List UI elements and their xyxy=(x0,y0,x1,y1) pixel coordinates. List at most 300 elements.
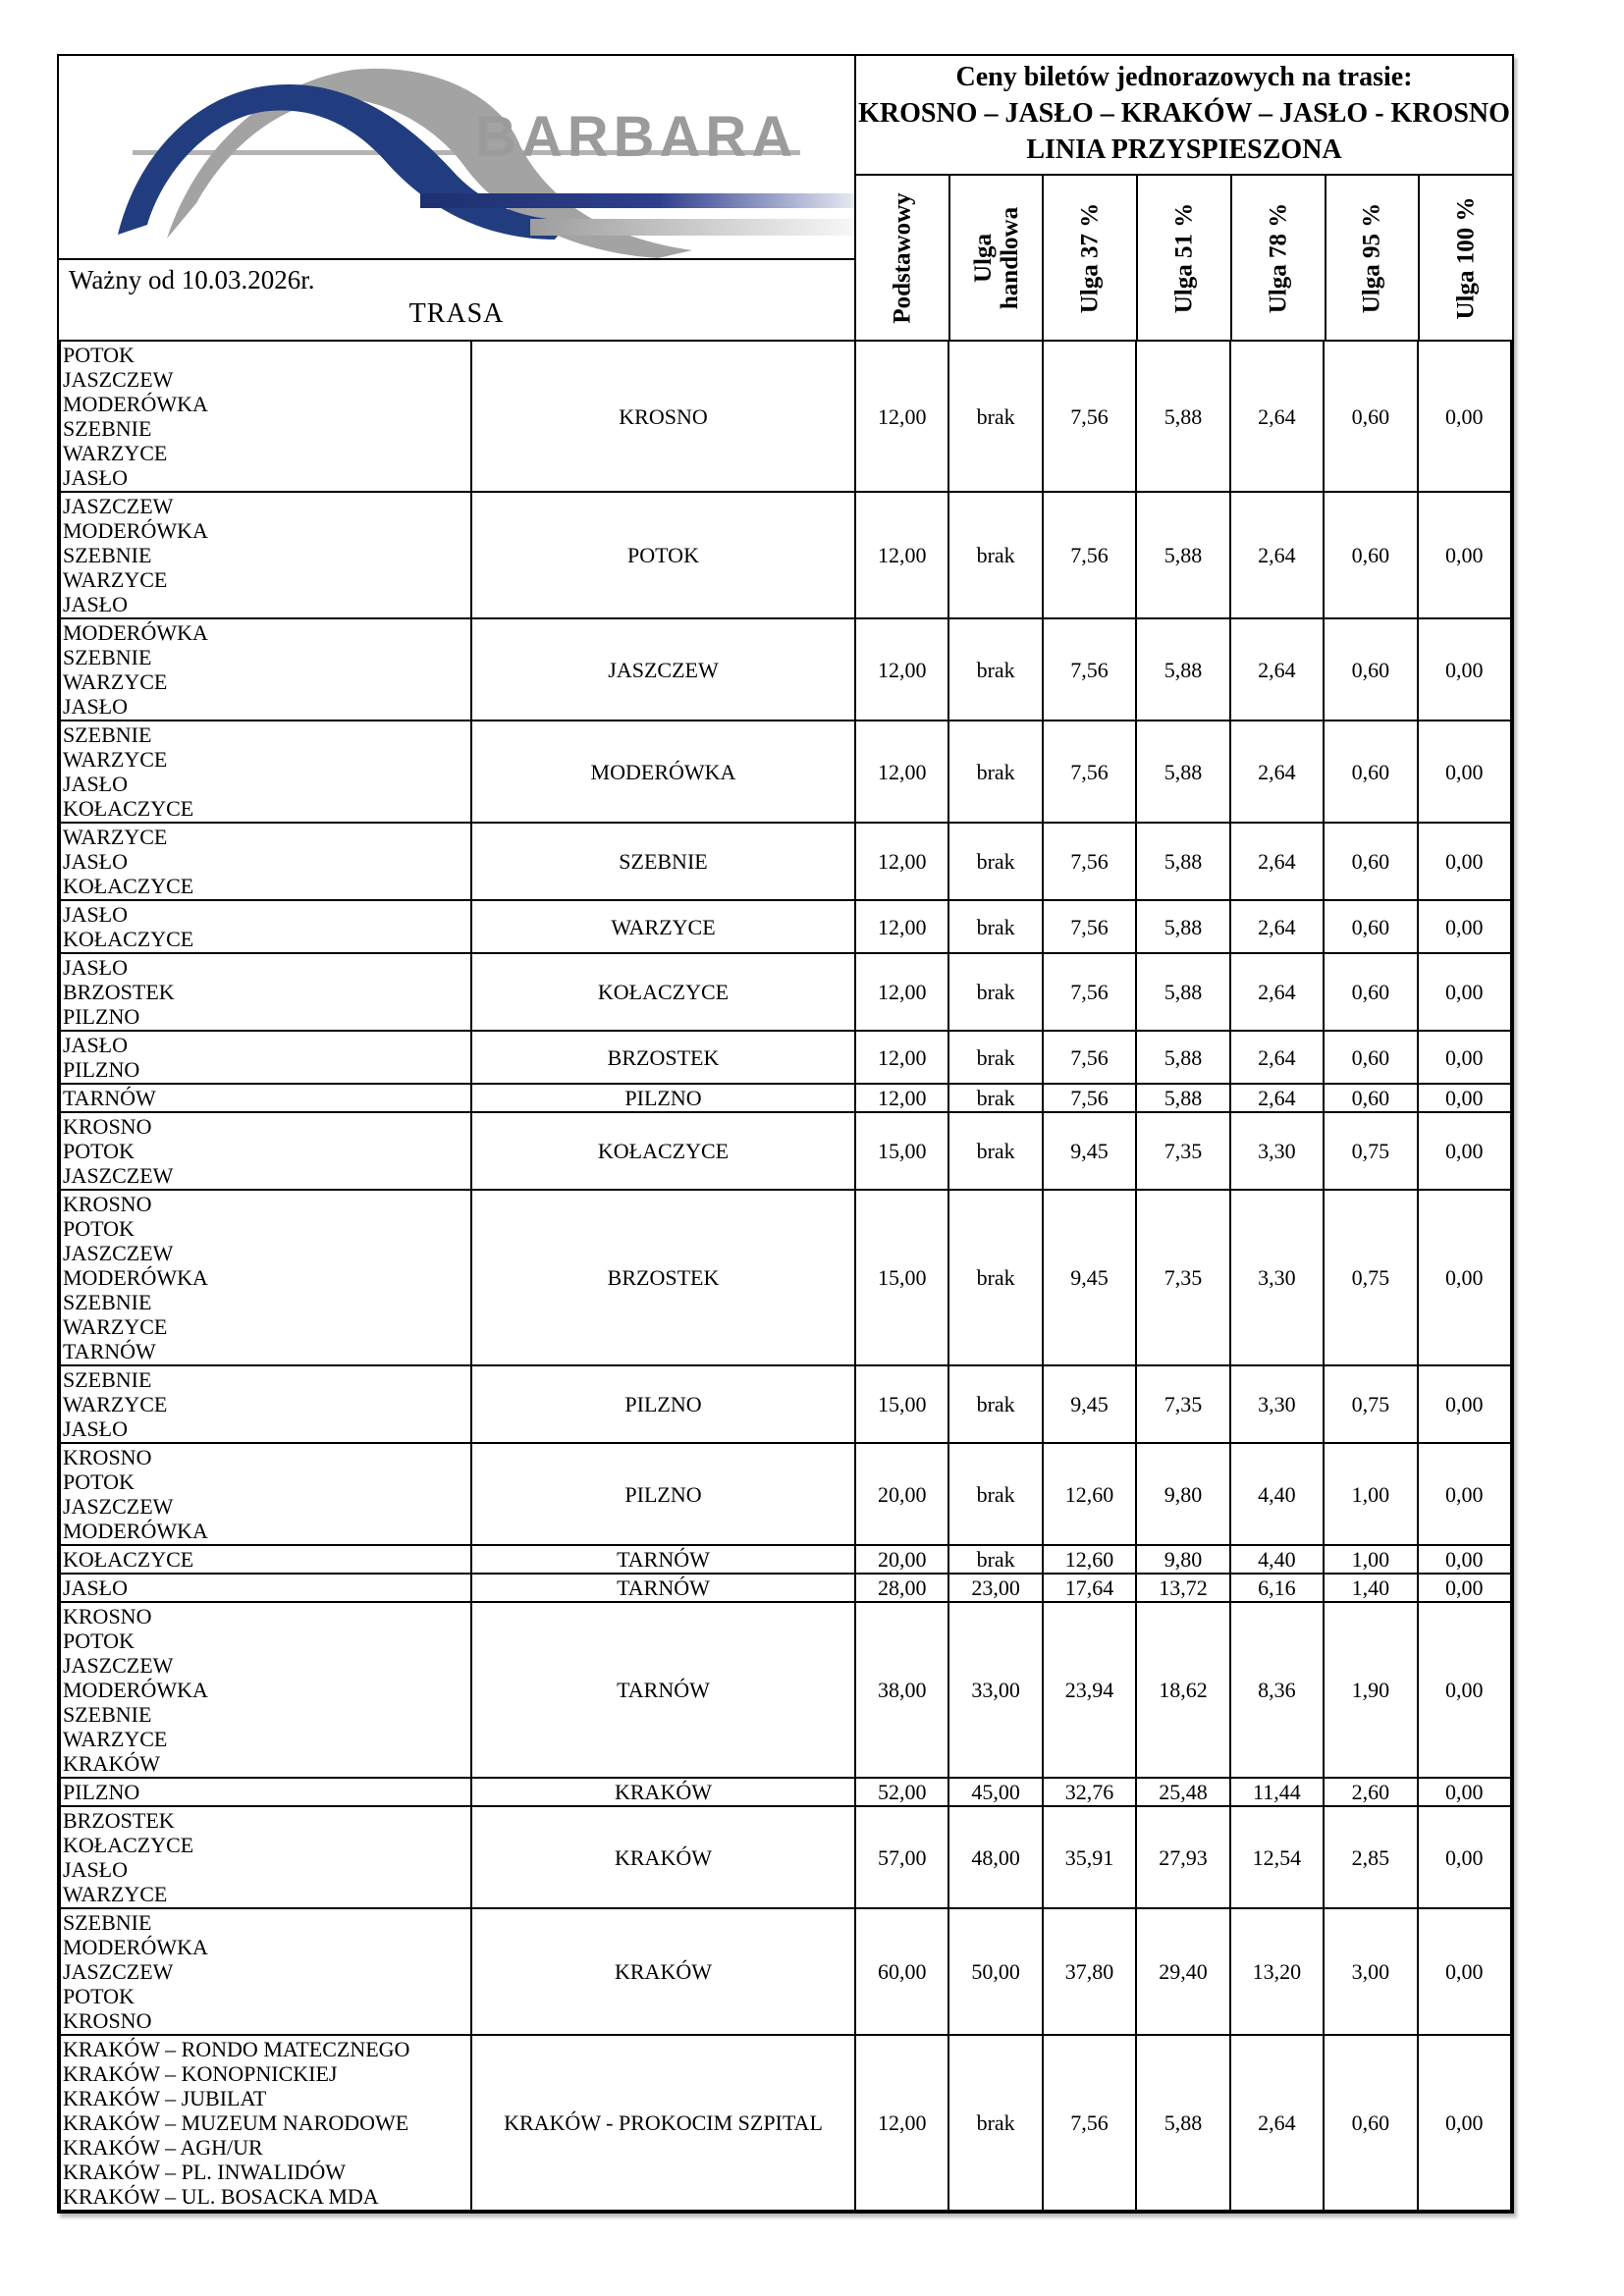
price-cell: 18,62 xyxy=(1136,1602,1229,1778)
origin-stops-cell xyxy=(60,721,471,823)
price-cell: 7,56 xyxy=(1043,1084,1136,1112)
origin-stop: PILZNO xyxy=(63,1004,140,1029)
fare-row xyxy=(60,1112,1511,1190)
fare-row xyxy=(60,1778,1511,1806)
price-cell: brak xyxy=(948,1190,1042,1365)
origin-stop: WARZYCE xyxy=(63,1882,168,1906)
price-cell: 38,00 xyxy=(855,1602,948,1778)
price-cell: 20,00 xyxy=(855,1443,948,1545)
price-cell: 0,00 xyxy=(1418,1778,1511,1806)
price-cell: 3,00 xyxy=(1324,1908,1417,2035)
column-header-2 xyxy=(948,176,1043,340)
logo-brand-text: BARBARA xyxy=(475,105,798,169)
price-cell: 48,00 xyxy=(948,1806,1042,1908)
price-cell: 12,00 xyxy=(855,953,948,1031)
title-line-3: LINIA PRZYSPIESZONA xyxy=(1026,134,1342,165)
origin-stop: KRAKÓW – RONDO MATECZNEGO xyxy=(63,2037,410,2061)
origin-stop: WARZYCE xyxy=(63,1392,168,1416)
price-cell: 2,64 xyxy=(1230,823,1324,900)
price-cell: 11,44 xyxy=(1230,1778,1324,1806)
origin-stops-cell xyxy=(60,823,471,900)
origin-stops-cell xyxy=(60,1084,471,1112)
destination-cell: WARZYCE xyxy=(471,900,855,953)
origin-stop: BRZOSTEK xyxy=(63,1808,175,1833)
price-cell: 2,85 xyxy=(1324,1806,1417,1908)
origin-stop: POTOK xyxy=(63,343,135,367)
price-cell: 12,60 xyxy=(1043,1443,1136,1545)
origin-stop: WARZYCE xyxy=(63,669,168,694)
validity-box xyxy=(59,260,854,337)
logo-gray-strip xyxy=(530,219,854,236)
destination-cell: KRAKÓW - PROKOCIM SZPITAL xyxy=(471,2035,855,2211)
origin-stop: SZEBNIE xyxy=(63,1702,152,1727)
price-cell: 23,94 xyxy=(1043,1602,1136,1778)
destination-cell: MODERÓWKA xyxy=(471,721,855,823)
table-header xyxy=(59,56,1512,342)
price-cell: 0,00 xyxy=(1418,953,1511,1031)
price-cell: 3,30 xyxy=(1230,1112,1324,1190)
price-cell: 2,64 xyxy=(1230,1084,1324,1112)
column-header-label: Ulga 100 % xyxy=(1452,196,1480,319)
price-cell: 7,56 xyxy=(1043,1031,1136,1084)
price-cell: 7,56 xyxy=(1043,618,1136,721)
origin-stop: JASŁO xyxy=(63,849,129,874)
price-cell: 0,60 xyxy=(1324,721,1417,823)
price-cell: 12,54 xyxy=(1230,1806,1324,1908)
price-cell: 4,40 xyxy=(1230,1545,1324,1574)
price-cell: brak xyxy=(948,618,1042,721)
price-cell: 15,00 xyxy=(855,1112,948,1190)
origin-stop: WARZYCE xyxy=(63,567,168,592)
origin-stop: KROSNO xyxy=(63,1192,152,1216)
price-cell: 57,00 xyxy=(855,1806,948,1908)
header-right xyxy=(854,56,1512,340)
price-cell: 45,00 xyxy=(948,1778,1042,1806)
price-cell: 12,00 xyxy=(855,492,948,618)
price-cell: brak xyxy=(948,1084,1042,1112)
price-cell: 0,75 xyxy=(1324,1190,1417,1365)
title-line-1: Ceny biletów jednorazowych na trasie: xyxy=(955,62,1413,92)
destination-cell: SZEBNIE xyxy=(471,823,855,900)
origin-stops-cell xyxy=(60,1602,471,1778)
price-cell: brak xyxy=(948,492,1042,618)
fare-row xyxy=(60,1190,1511,1365)
price-cell: 0,60 xyxy=(1324,2035,1417,2211)
destination-cell: POTOK xyxy=(471,492,855,618)
price-cell: 20,00 xyxy=(855,1545,948,1574)
price-cell: 12,60 xyxy=(1043,1545,1136,1574)
price-cell: 1,40 xyxy=(1324,1574,1417,1602)
price-cell: 23,00 xyxy=(948,1574,1042,1602)
price-cell: 0,60 xyxy=(1324,1084,1417,1112)
column-header-3 xyxy=(1042,176,1136,340)
price-cell: 9,80 xyxy=(1136,1443,1229,1545)
column-header-label: Ulga 37 % xyxy=(1076,202,1104,313)
origin-stop: WARZYCE xyxy=(63,1314,168,1339)
price-cell: 6,16 xyxy=(1230,1574,1324,1602)
destination-cell: BRZOSTEK xyxy=(471,1031,855,1084)
price-cell: 3,30 xyxy=(1230,1190,1324,1365)
origin-stop: JASŁO xyxy=(63,1033,129,1057)
origin-stop: MODERÓWKA xyxy=(63,1519,208,1543)
price-cell: 0,00 xyxy=(1418,1190,1511,1365)
route-column-title: TRASA xyxy=(408,298,505,329)
origin-stop: JASŁO xyxy=(63,1416,129,1441)
origin-stop: KRAKÓW – UL. BOSACKA MDA xyxy=(63,2184,379,2209)
destination-cell: KRAKÓW xyxy=(471,1778,855,1806)
price-cell: 0,00 xyxy=(1418,1908,1511,2035)
origin-stop: KRAKÓW – JUBILAT xyxy=(63,2086,267,2110)
fare-row xyxy=(60,1443,1511,1545)
column-header-label: Ulga 95 % xyxy=(1358,202,1385,313)
price-cell: 7,35 xyxy=(1136,1190,1229,1365)
price-cell: 0,00 xyxy=(1418,721,1511,823)
origin-stop: KRAKÓW – PL. INWALIDÓW xyxy=(63,2160,346,2184)
origin-stops-cell xyxy=(60,1806,471,1908)
price-cell: 15,00 xyxy=(855,1365,948,1443)
origin-stop: KROSNO xyxy=(63,1604,152,1629)
origin-stop: TARNÓW xyxy=(63,1086,156,1110)
price-cell: 12,00 xyxy=(855,721,948,823)
origin-stop: KOŁACZYCE xyxy=(63,796,194,821)
fare-row xyxy=(60,1084,1511,1112)
origin-stop: JASZCZEW xyxy=(63,1163,174,1188)
origin-stop: POTOK xyxy=(63,1216,135,1241)
fare-row xyxy=(60,953,1511,1031)
price-cell: 12,00 xyxy=(855,1084,948,1112)
origin-stops-cell xyxy=(60,1031,471,1084)
fare-row xyxy=(60,618,1511,721)
origin-stop: KOŁACZYCE xyxy=(63,1833,194,1857)
price-cell: 0,00 xyxy=(1418,1545,1511,1574)
price-cell: 12,00 xyxy=(855,618,948,721)
price-cell: brak xyxy=(948,342,1042,492)
price-cell: 0,75 xyxy=(1324,1112,1417,1190)
price-cell: 0,00 xyxy=(1418,492,1511,618)
price-cell: 50,00 xyxy=(948,1908,1042,2035)
origin-stop: PILZNO xyxy=(63,1057,140,1082)
price-cell: 1,00 xyxy=(1324,1545,1417,1574)
price-cell: 37,80 xyxy=(1043,1908,1136,2035)
price-cell: 2,64 xyxy=(1230,2035,1324,2211)
price-cell: 12,00 xyxy=(855,823,948,900)
origin-stops-cell xyxy=(60,342,471,492)
origin-stops-cell xyxy=(60,1778,471,1806)
price-cell: 25,48 xyxy=(1136,1778,1229,1806)
origin-stop: JASZCZEW xyxy=(63,1494,174,1519)
origin-stop: MODERÓWKA xyxy=(63,1265,208,1290)
destination-cell: TARNÓW xyxy=(471,1574,855,1602)
price-cell: 9,45 xyxy=(1043,1112,1136,1190)
origin-stops-cell xyxy=(60,1574,471,1602)
fare-row xyxy=(60,900,1511,953)
price-cell: 29,40 xyxy=(1136,1908,1229,2035)
origin-stop: JASŁO xyxy=(63,772,129,796)
valid-from-label: Ważny od 10.03.2026r. xyxy=(69,265,315,294)
price-cell: 35,91 xyxy=(1043,1806,1136,1908)
price-cell: 2,64 xyxy=(1230,618,1324,721)
origin-stops-cell xyxy=(60,618,471,721)
origin-stop: SZEBNIE xyxy=(63,645,152,669)
fare-column-headers xyxy=(856,176,1512,340)
price-cell: 32,76 xyxy=(1043,1778,1136,1806)
origin-stop: KRAKÓW – MUZEUM NARODOWE xyxy=(63,2110,409,2135)
destination-cell: KROSNO xyxy=(471,342,855,492)
destination-cell: JASZCZEW xyxy=(471,618,855,721)
price-cell: 5,88 xyxy=(1136,953,1229,1031)
price-cell: 27,93 xyxy=(1136,1806,1229,1908)
price-cell: 5,88 xyxy=(1136,1084,1229,1112)
origin-stop: MODERÓWKA xyxy=(63,392,208,416)
destination-cell: PILZNO xyxy=(471,1365,855,1443)
price-cell: brak xyxy=(948,1545,1042,1574)
origin-stop: SZEBNIE xyxy=(63,1290,152,1314)
origin-stops-cell xyxy=(60,1908,471,2035)
origin-stops-cell xyxy=(60,953,471,1031)
price-cell: brak xyxy=(948,1443,1042,1545)
origin-stop: JASŁO xyxy=(63,592,129,616)
origin-stop: SZEBNIE xyxy=(63,416,152,441)
price-cell: 2,60 xyxy=(1324,1778,1417,1806)
price-cell: 1,00 xyxy=(1324,1443,1417,1545)
fares-table xyxy=(59,342,1512,2212)
origin-stop: MODERÓWKA xyxy=(63,518,208,543)
origin-stop: SZEBNIE xyxy=(63,543,152,567)
price-cell: 5,88 xyxy=(1136,342,1229,492)
fare-row xyxy=(60,1365,1511,1443)
carrier-logo xyxy=(59,56,854,260)
price-cell: brak xyxy=(948,1112,1042,1190)
origin-stop: PILZNO xyxy=(63,1780,140,1804)
price-cell: 7,56 xyxy=(1043,823,1136,900)
price-cell: 2,64 xyxy=(1230,721,1324,823)
price-cell: brak xyxy=(948,1031,1042,1084)
origin-stop: KROSNO xyxy=(63,2008,152,2033)
price-cell: 0,60 xyxy=(1324,900,1417,953)
price-cell: brak xyxy=(948,900,1042,953)
price-cell: brak xyxy=(948,953,1042,1031)
fare-row xyxy=(60,1574,1511,1602)
destination-cell: PILZNO xyxy=(471,1084,855,1112)
price-cell: 12,00 xyxy=(855,342,948,492)
price-cell: 2,64 xyxy=(1230,953,1324,1031)
price-cell: 2,64 xyxy=(1230,900,1324,953)
price-cell: 0,00 xyxy=(1418,900,1511,953)
destination-cell: PILZNO xyxy=(471,1443,855,1545)
price-cell: 13,72 xyxy=(1136,1574,1229,1602)
price-cell: 2,64 xyxy=(1230,342,1324,492)
column-header-5 xyxy=(1230,176,1325,340)
origin-stop: BRZOSTEK xyxy=(63,980,175,1004)
price-cell: 0,00 xyxy=(1418,1031,1511,1084)
price-cell: 7,56 xyxy=(1043,953,1136,1031)
price-cell: brak xyxy=(948,2035,1042,2211)
price-cell: 12,00 xyxy=(855,1031,948,1084)
destination-cell: KOŁACZYCE xyxy=(471,1112,855,1190)
price-cell: brak xyxy=(948,1365,1042,1443)
price-cell: brak xyxy=(948,823,1042,900)
price-cell: 52,00 xyxy=(855,1778,948,1806)
price-cell: 5,88 xyxy=(1136,721,1229,823)
price-cell: 9,45 xyxy=(1043,1365,1136,1443)
origin-stop: KOŁACZYCE xyxy=(63,927,194,951)
origin-stop: TARNÓW xyxy=(63,1339,156,1363)
price-cell: 17,64 xyxy=(1043,1574,1136,1602)
price-cell: 7,56 xyxy=(1043,342,1136,492)
origin-stop: POTOK xyxy=(63,1984,135,2008)
price-cell: 0,60 xyxy=(1324,492,1417,618)
price-cell: 0,00 xyxy=(1418,1112,1511,1190)
origin-stop: JASŁO xyxy=(63,902,129,927)
price-cell: 5,88 xyxy=(1136,2035,1229,2211)
price-cell: 9,45 xyxy=(1043,1190,1136,1365)
origin-stop: KRAKÓW xyxy=(63,1751,160,1776)
origin-stops-cell xyxy=(60,1365,471,1443)
price-cell: 8,36 xyxy=(1230,1602,1324,1778)
price-cell: 5,88 xyxy=(1136,492,1229,618)
origin-stops-cell xyxy=(60,900,471,953)
barbara-logo-graphic xyxy=(59,56,854,258)
column-header-label: Podstawowy xyxy=(889,191,916,324)
origin-stop: JASŁO xyxy=(63,955,129,980)
fare-table-sheet xyxy=(57,54,1514,2214)
origin-stops-cell xyxy=(60,1545,471,1574)
price-cell: 0,60 xyxy=(1324,823,1417,900)
fare-row xyxy=(60,1806,1511,1908)
origin-stop: POTOK xyxy=(63,1629,135,1653)
price-cell: 0,00 xyxy=(1418,1574,1511,1602)
origin-stop: KROSNO xyxy=(63,1445,152,1469)
origin-stop: WARZYCE xyxy=(63,1727,168,1751)
column-header-label: Ulga 51 % xyxy=(1170,202,1198,313)
origin-stop: KRAKÓW – KONOPNICKIEJ xyxy=(63,2061,338,2086)
origin-stop: JASZCZEW xyxy=(63,1241,174,1265)
price-cell: 3,30 xyxy=(1230,1365,1324,1443)
fare-row xyxy=(60,1031,1511,1084)
origin-stop: WARZYCE xyxy=(63,441,168,465)
origin-stop: MODERÓWKA xyxy=(63,620,208,645)
price-cell: 33,00 xyxy=(948,1602,1042,1778)
price-cell: 5,88 xyxy=(1136,823,1229,900)
header-left xyxy=(59,56,854,340)
origin-stops-cell xyxy=(60,492,471,618)
origin-stop: MODERÓWKA xyxy=(63,1678,208,1702)
destination-cell: BRZOSTEK xyxy=(471,1190,855,1365)
origin-stop: JASŁO xyxy=(63,1575,129,1600)
origin-stop: POTOK xyxy=(63,1139,135,1163)
price-cell: brak xyxy=(948,721,1042,823)
fare-row xyxy=(60,342,1511,492)
origin-stop: KROSNO xyxy=(63,1114,152,1139)
price-cell: 0,00 xyxy=(1418,342,1511,492)
logo-navy-strip xyxy=(420,193,854,208)
price-cell: 15,00 xyxy=(855,1190,948,1365)
price-cell: 7,35 xyxy=(1136,1365,1229,1443)
price-cell: 5,88 xyxy=(1136,900,1229,953)
origin-stop: JASZCZEW xyxy=(63,1653,174,1678)
price-cell: 0,60 xyxy=(1324,342,1417,492)
destination-cell: KOŁACZYCE xyxy=(471,953,855,1031)
origin-stop: KOŁACZYCE xyxy=(63,1547,194,1572)
price-cell: 13,20 xyxy=(1230,1908,1324,2035)
price-cell: 5,88 xyxy=(1136,1031,1229,1084)
price-cell: 5,88 xyxy=(1136,618,1229,721)
fare-row xyxy=(60,1602,1511,1778)
price-cell: 0,00 xyxy=(1418,1443,1511,1545)
title-line-2: KROSNO – JASŁO – KRAKÓW – JASŁO - KROSNO xyxy=(858,98,1510,129)
price-cell: 4,40 xyxy=(1230,1443,1324,1545)
price-cell: 7,56 xyxy=(1043,492,1136,618)
price-cell: 0,75 xyxy=(1324,1365,1417,1443)
price-cell: 60,00 xyxy=(855,1908,948,2035)
price-cell: 0,00 xyxy=(1418,1602,1511,1778)
column-header-label: Ulga 78 % xyxy=(1265,202,1292,313)
column-header-label: Ulga handlowa xyxy=(969,206,1023,309)
origin-stop: POTOK xyxy=(63,1469,135,1494)
destination-cell: TARNÓW xyxy=(471,1545,855,1574)
destination-cell: TARNÓW xyxy=(471,1602,855,1778)
column-header-6 xyxy=(1325,176,1419,340)
origin-stop: KOŁACZYCE xyxy=(63,874,194,898)
price-cell: 28,00 xyxy=(855,1574,948,1602)
price-cell: 9,80 xyxy=(1136,1545,1229,1574)
price-cell: 1,90 xyxy=(1324,1602,1417,1778)
price-cell: 0,60 xyxy=(1324,953,1417,1031)
price-cell: 0,00 xyxy=(1418,823,1511,900)
price-cell: 0,60 xyxy=(1324,1031,1417,1084)
origin-stop: KRAKÓW – AGH/UR xyxy=(63,2135,263,2160)
origin-stops-cell xyxy=(60,1443,471,1545)
fare-row xyxy=(60,823,1511,900)
column-header-1 xyxy=(856,176,948,340)
origin-stop: JASZCZEW xyxy=(63,1959,174,1984)
origin-stop: JASŁO xyxy=(63,465,129,490)
price-cell: 7,56 xyxy=(1043,721,1136,823)
origin-stop: MODERÓWKA xyxy=(63,1935,208,1959)
origin-stop: SZEBNIE xyxy=(63,1367,152,1392)
origin-stops-cell xyxy=(60,1190,471,1365)
price-cell: 0,00 xyxy=(1418,1806,1511,1908)
price-cell: 7,35 xyxy=(1136,1112,1229,1190)
origin-stop: WARZYCE xyxy=(63,747,168,772)
origin-stop: JASŁO xyxy=(63,1857,129,1882)
destination-cell: KRAKÓW xyxy=(471,1908,855,2035)
price-cell: 12,00 xyxy=(855,900,948,953)
origin-stop: SZEBNIE xyxy=(63,1910,152,1935)
destination-cell: KRAKÓW xyxy=(471,1806,855,1908)
origin-stops-cell xyxy=(60,2035,471,2211)
price-cell: 0,00 xyxy=(1418,2035,1511,2211)
origin-stop: SZEBNIE xyxy=(63,722,152,747)
price-cell: 2,64 xyxy=(1230,1031,1324,1084)
price-cell: 0,60 xyxy=(1324,618,1417,721)
origin-stop: JASZCZEW xyxy=(63,494,174,518)
origin-stop: JASŁO xyxy=(63,694,129,719)
fare-row xyxy=(60,721,1511,823)
price-cell: 12,00 xyxy=(855,2035,948,2211)
column-header-4 xyxy=(1136,176,1230,340)
fare-row xyxy=(60,1545,1511,1574)
column-header-7 xyxy=(1418,176,1512,340)
origin-stop: JASZCZEW xyxy=(63,367,174,392)
fare-row xyxy=(60,1908,1511,2035)
origin-stop: WARZYCE xyxy=(63,825,168,849)
price-cell: 0,00 xyxy=(1418,618,1511,721)
price-cell: 0,00 xyxy=(1418,1084,1511,1112)
fare-row xyxy=(60,2035,1511,2211)
price-cell: 7,56 xyxy=(1043,900,1136,953)
price-cell: 2,64 xyxy=(1230,492,1324,618)
